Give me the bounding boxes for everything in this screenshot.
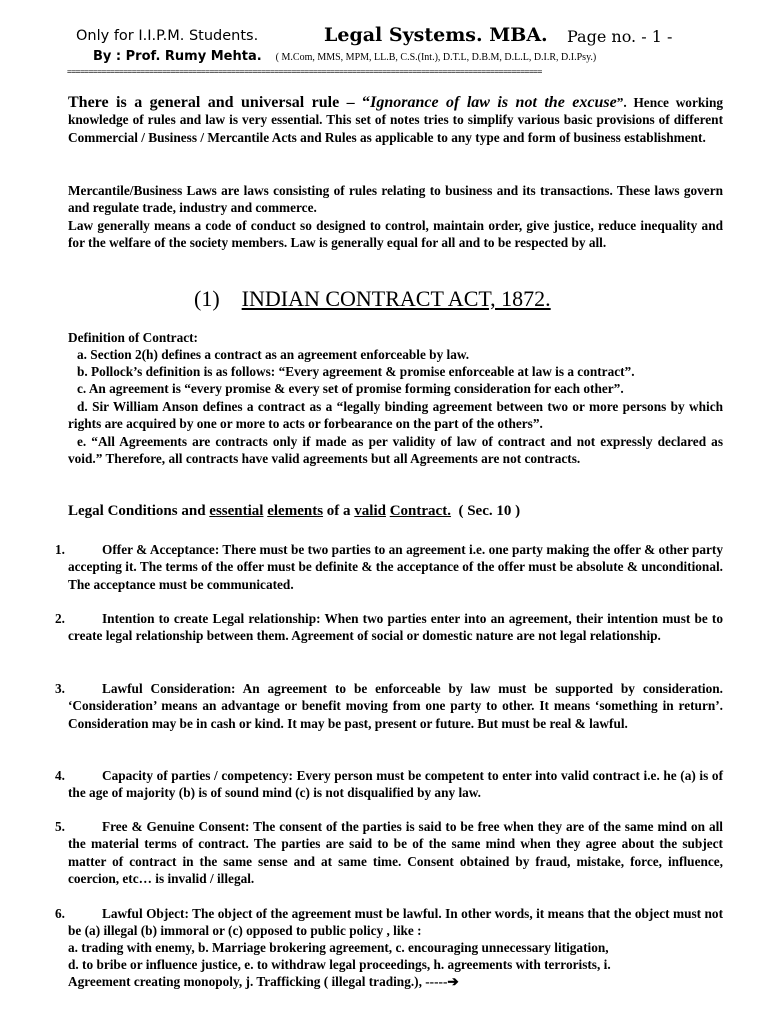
intro-lead: There is a general and universal rule – “ xyxy=(68,94,371,111)
item-lead: Capacity of parties / competency: xyxy=(102,768,293,783)
item-text: The consent of the parties is said to be free when they are of the same mind on all the material terms of contract. The parties are said to be of the same mind when they agree about the subject matter of contract in the same sense and at same time. Consent obtained by fraud, mistake, force, influence, coercion, etc… is invalid / illegal. xyxy=(68,819,723,886)
item-number: 2. xyxy=(55,611,65,626)
mercantile-paragraph: Mercantile/Business Laws are laws consisting of rules relating to business and its transactions. These laws govern and regulate trade, industry and commerce. xyxy=(68,183,723,216)
conditions-heading-contract: Contract. xyxy=(389,503,451,519)
item-number: 5. xyxy=(55,819,65,834)
object-examples-line-2: d. to bribe or influence justice, e. to withdraw legal proceedings, h. agreements with terrorists, i. xyxy=(68,957,611,972)
page-header xyxy=(76,24,738,48)
conditions-heading xyxy=(68,503,520,520)
definition-item-d: d. Sir William Anson defines a contract as a “legally binding agreement between two or more persons by which rights are acquired by one or more to acts or forbearance on the part of the others”. xyxy=(68,399,723,432)
item-number: 4. xyxy=(55,768,65,783)
law-paragraph: Law generally means a code of conduct so designed to control, maintain order, give justice, reduce inequality and for the welfare of the society members. Law is generally equal for all and to be respected by all. xyxy=(68,218,723,251)
conditions-heading-text: Legal Conditions and xyxy=(68,503,206,519)
audience-note: Only for I.I.P.M. Students. xyxy=(76,28,259,44)
item-text: There must be two parties to an agreement i.e. one party making the offer & other party accepting it. The terms of the offer must be definite & the acceptance of the offer must be absolute & unconditional. The acceptance must be communicated. xyxy=(68,542,723,592)
condition-item-2 xyxy=(55,610,723,645)
conditions-heading-elements: elements xyxy=(267,503,324,519)
condition-item-6 xyxy=(55,905,723,940)
item-lead: Free & Genuine Consent: xyxy=(102,819,250,834)
item-text: When two parties enter into an agreement, their intention must be to create legal relationship between them. Agreement of social or domestic nature are not legal relationship. xyxy=(68,611,723,644)
condition-item-5 xyxy=(55,818,723,887)
item-number: 3. xyxy=(55,681,65,696)
conditions-heading-ofa: of a xyxy=(326,503,351,519)
item-lead: Lawful Consideration: xyxy=(102,681,236,696)
item-lead: Offer & Acceptance: xyxy=(102,542,220,557)
section-title: INDIAN CONTRACT ACT, 1872. xyxy=(241,286,551,311)
definition-item-e: e. “All Agreements are contracts only if made as per validity of law of contract and not expressly declared as void.” Therefore, all contracts have valid agreements but all Agreements are not contracts. xyxy=(68,434,723,467)
intro-paragraph xyxy=(68,94,723,146)
intro-tail: ”. Hence working knowledge of rules and law is very essential. This set of notes tries to simplify various basic provisions of different Commercial / Business / Mercantile Acts and Rules as applicable to any type and form of business establishment. xyxy=(68,95,723,145)
item-lead: Intention to create Legal relationship: xyxy=(102,611,321,626)
definition-item-a: a. Section 2(h) defines a contract as an agreement enforceable by law. xyxy=(77,347,470,362)
author-qualifications: ( M.Com, MMS, MPM, LL.B, C.S.(Int.), D.T.L, D.B.M, D.L.L, D.I.R, D.I.Psy.) xyxy=(275,52,597,63)
definition-item-c: c. An agreement is “every promise & every set of promise forming consideration for each other”. xyxy=(77,381,624,396)
intro-quote: Ignorance of law is not the excuse xyxy=(370,94,617,111)
conditions-heading-valid: valid xyxy=(354,503,386,519)
item-number: 1. xyxy=(55,542,65,557)
header-divider: ============================================================================================================== xyxy=(67,67,542,76)
section-heading xyxy=(194,286,551,312)
condition-item-1 xyxy=(55,541,723,593)
definition-heading: Definition of Contract: xyxy=(68,330,198,345)
author-name: By : Prof. Rumy Mehta. xyxy=(93,49,262,64)
author-line xyxy=(93,47,596,65)
definition-item-b: b. Pollock’s definition is as follows: “Every agreement & promise enforceable at law is a contract”. xyxy=(77,364,635,379)
item-text: An agreement to be enforceable by law must be supported by consideration. ‘Consideration’ means an advantage or benefit moving from one party to other. It means ‘something in return’. Consideration may be in cash or kind. It may be past, present or future. But must be real & lawful. xyxy=(68,681,723,731)
object-examples-line-3: Agreement creating monopoly, j. Trafficking ( illegal trading.), -----➔ xyxy=(68,974,459,989)
item-text: Every person must be competent to enter into valid contract i.e. he (a) is of the age of majority (b) is of sound mind (c) is not disqualified by any law. xyxy=(68,768,723,801)
item-number: 6. xyxy=(55,906,65,921)
section-number: (1) xyxy=(194,286,220,311)
condition-item-3 xyxy=(55,680,723,732)
page-number: Page no. - 1 - xyxy=(567,27,673,46)
item-text: The object of the agreement must be lawful. In other words, it means that the object must not be (a) illegal (b) immoral or (c) opposed to public policy , like : xyxy=(68,906,723,939)
conditions-heading-section: ( Sec. 10 ) xyxy=(458,503,521,519)
item-lead: Lawful Object: xyxy=(102,906,189,921)
object-examples-line-1: a. trading with enemy, b. Marriage brokering agreement, c. encouraging unnecessary litigation, xyxy=(68,940,609,955)
condition-item-4 xyxy=(55,767,723,802)
conditions-heading-essential: essential xyxy=(209,503,264,519)
document-title: Legal Systems. MBA. xyxy=(324,24,548,46)
